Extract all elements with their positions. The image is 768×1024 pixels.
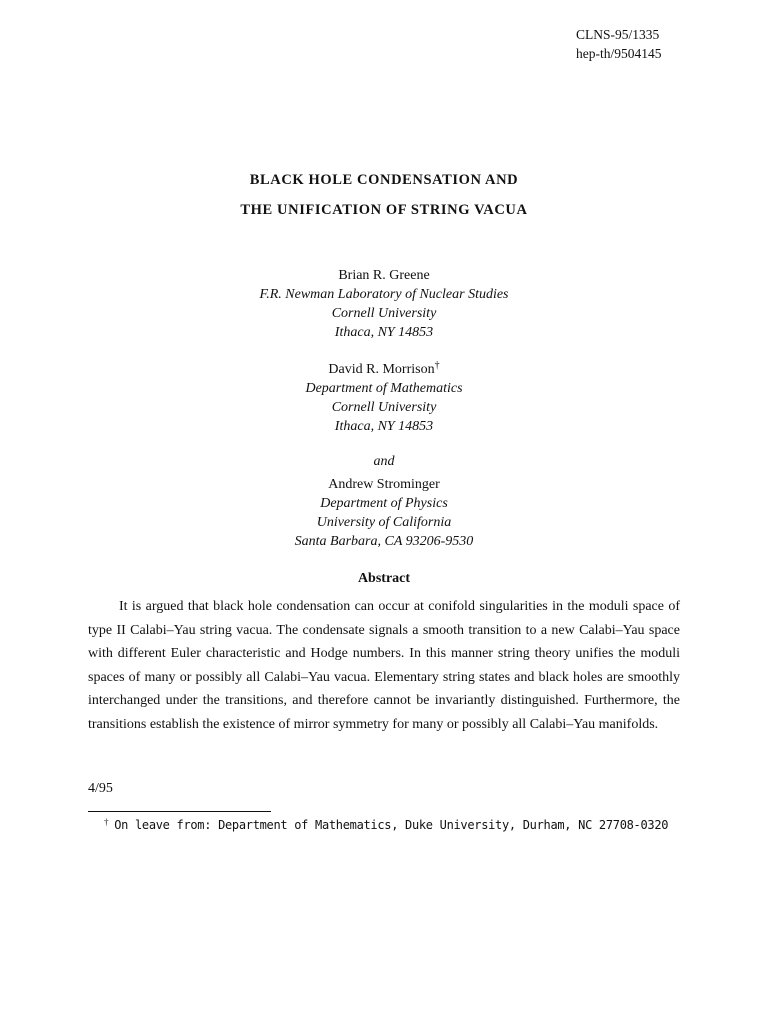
author-affiliation-line: Santa Barbara, CA 93206-9530 [294,534,474,549]
abstract-heading: Abstract [357,571,411,586]
footnote [104,818,668,832]
arxiv-id: hep-th/9504145 [576,46,662,61]
author-affiliation-line: University of California [316,515,452,530]
author-affiliation-line: Cornell University [331,400,437,415]
author-affiliation-line: Department of Mathematics [305,381,463,396]
author-name: Andrew Strominger [328,477,440,492]
author-affiliation-line: Ithaca, NY 14853 [334,325,434,340]
author-name: Brian R. Greene [338,268,430,283]
preprint-date: 4/95 [88,781,113,796]
author-affiliation-line: Cornell University [331,306,437,321]
title-line-1: BLACK HOLE CONDENSATION AND [249,172,519,188]
author-affiliation-line: Department of Physics [320,496,448,511]
footnote-divider [88,811,271,812]
footnote-text: On leave from: Department of Mathematics, Duke University, Durham, NC 27708-0320 [114,818,669,832]
preprint-number: CLNS-95/1335 [576,27,660,42]
author-block-strominger [0,475,768,551]
title-line-2: THE UNIFICATION OF STRING VACUA [240,202,528,218]
abstract-text: It is argued that black hole condensation can occur at conifold singularities in the moduli space of type II Calabi–Yau string vacua. The condensate signals a smooth transition to a new Calabi–Yau space with different Euler characteristic and Hodge numbers. In this manner string theory unifies the moduli spaces of many or possibly all Calabi–Yau vacua. Elementary string states and black holes are smoothly interchanged under the transitions, and therefore cannot be invariantly distinguished. Furthermore, the transitions establish the existence of mirror symmetry for many or possibly all Calabi–Yau manifolds. [88,599,680,732]
footnote-marker: † [434,360,440,371]
author-affiliation-line: Ithaca, NY 14853 [334,419,434,434]
author-conjunction: and [373,454,395,469]
author-name: David R. Morrison† [328,360,440,377]
author-affiliation-line: F.R. Newman Laboratory of Nuclear Studies [259,287,509,302]
author-block-morrison [0,360,768,436]
footnote-marker: † [104,817,109,827]
author-block-greene [0,266,768,342]
paper-title [0,165,768,225]
author-list [0,266,768,569]
report-identifiers [576,25,662,63]
